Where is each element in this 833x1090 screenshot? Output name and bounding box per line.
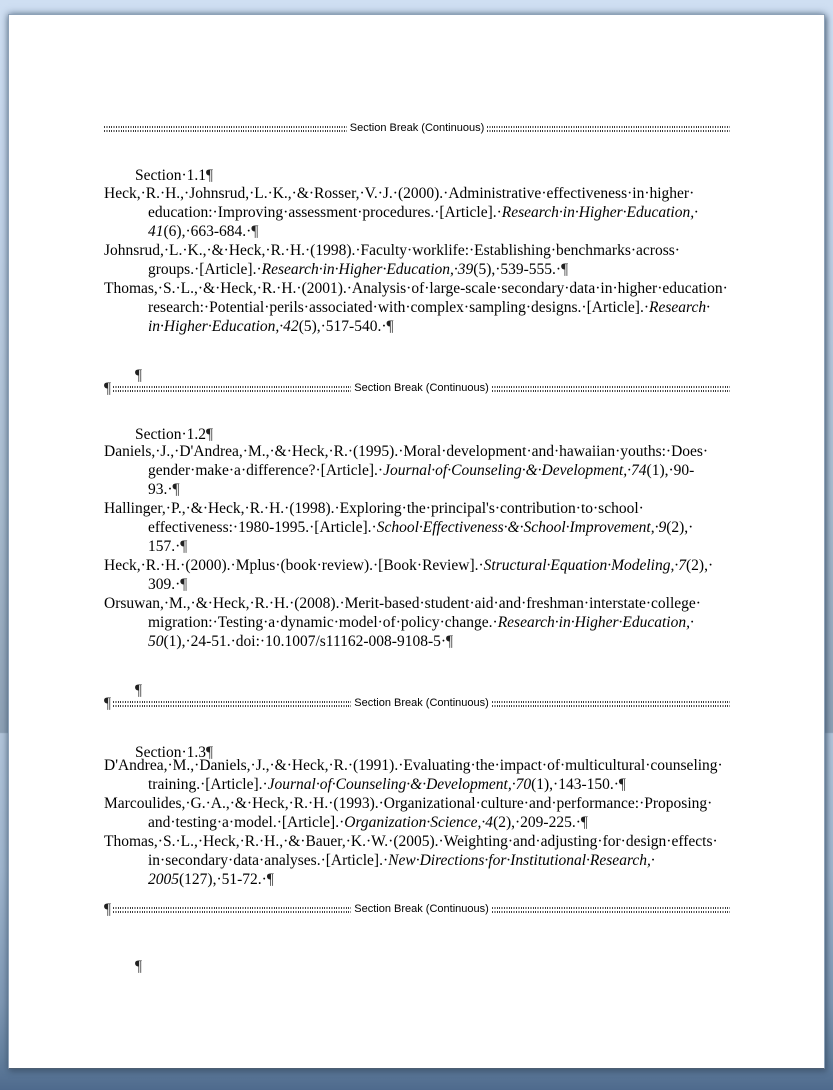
reference-text-italic: 41 [148, 223, 164, 240]
reference-line [104, 613, 730, 632]
reference-text: (1),·90- [646, 462, 695, 479]
pilcrow-mark: ¶ [580, 814, 588, 831]
reference-text-italic: New·Directions·for·Institutional·Research,· [388, 852, 655, 869]
reference-text: (1),·143-150.· [531, 776, 619, 793]
section-break-dotted-line [113, 701, 351, 707]
pilcrow-mark: ¶ [561, 261, 569, 278]
section-break-marker [104, 119, 730, 138]
reference-entry [104, 279, 730, 336]
section-heading-text: Section·1.3 [135, 744, 207, 761]
reference-text: Heck,·R.·H.·(2000).·Mplus·(book·review).·[Book·Review].· [104, 557, 484, 574]
reference-entry [104, 556, 730, 594]
reference-entry [104, 594, 730, 651]
reference-line [104, 870, 730, 889]
reference-line [104, 222, 730, 241]
reference-line [104, 632, 730, 651]
reference-line [104, 756, 730, 775]
reference-line [104, 537, 730, 556]
reference-line [104, 279, 730, 298]
pilcrow-mark: ¶ [104, 379, 112, 397]
section-break-label: Section Break (Continuous) [349, 122, 485, 134]
pilcrow-mark: ¶ [251, 223, 259, 240]
document-content [104, 15, 730, 975]
reference-line [104, 851, 730, 870]
reference-text: Hallinger,·P.,·&·Heck,·R.·H.·(1998).·Exploring·the·principal's·contribution·to·school· [104, 500, 644, 517]
empty-paragraph [104, 938, 730, 975]
reference-text-italic: in·Higher·Education,·42 [148, 318, 299, 335]
reference-text: effectiveness:·1980-1995.·[Article].· [148, 519, 377, 536]
reference-line [104, 480, 730, 499]
reference-line [104, 241, 730, 260]
reference-text: (6),·663-684.· [163, 223, 252, 240]
reference-text: (1),·24-51.·doi:·10.1007/s11162-008-9108-5· [163, 633, 447, 650]
reference-line [104, 813, 730, 832]
pilcrow-mark: ¶ [135, 367, 143, 384]
reference-line [104, 794, 730, 813]
section-break-dotted-line [492, 386, 730, 392]
reference-line [104, 556, 730, 575]
reference-line [104, 775, 730, 794]
reference-text: migration:·Testing·a·dynamic·model·of·policy·change.· [148, 614, 498, 631]
reference-line [104, 832, 730, 851]
reference-text-italic: Journal·of·Counseling·&·Development,·70 [267, 776, 532, 793]
reference-text: gender·make·a·difference?·[Article].· [148, 462, 384, 479]
pilcrow-mark: ¶ [135, 958, 143, 975]
reference-line [104, 260, 730, 279]
pilcrow-mark: ¶ [206, 426, 214, 443]
reference-entry [104, 184, 730, 241]
reference-text: 309.· [148, 576, 181, 593]
section-break-label: Section Break (Continuous) [354, 697, 489, 709]
document-page[interactable] [8, 14, 825, 1069]
pilcrow-mark: ¶ [618, 776, 626, 793]
reference-text-italic: Journal·of·Counseling·&·Development,·74 [383, 462, 647, 479]
pilcrow-mark: ¶ [206, 744, 214, 761]
reference-entry [104, 756, 730, 794]
reference-text: Thomas,·S.·L.,·Heck,·R.·H.,·&·Bauer,·K.·W.·(2005).·Weighting·and·adjusting·for·design·effects· [104, 833, 718, 850]
reference-text: (5),·517-540.· [298, 318, 387, 335]
section-break-dotted-line [492, 907, 730, 913]
reference-text-italic: Research·in·Higher·Education,· [501, 204, 698, 221]
pilcrow-mark: ¶ [386, 318, 394, 335]
reference-text: groups.·[Article].· [148, 261, 262, 278]
reference-line [104, 575, 730, 594]
reference-line [104, 203, 730, 222]
reference-line [104, 317, 730, 336]
pilcrow-mark: ¶ [180, 576, 188, 593]
reference-text: Thomas,·S.·L.,·&·Heck,·R.·H.·(2001).·Analysis·of·large-scale·secondary·data·in·higher·education· [104, 280, 728, 297]
pilcrow-mark: ¶ [104, 694, 112, 712]
pilcrow-mark: ¶ [104, 900, 112, 918]
reference-text: Daniels,·J.,·D'Andrea,·M.,·&·Heck,·R.·(1995).·Moral·development·and·hawaiian·youths:·Does· [104, 443, 709, 460]
pilcrow-mark: ¶ [172, 481, 180, 498]
pilcrow-mark: ¶ [180, 538, 188, 555]
reference-text: (2),·209-225.· [493, 814, 581, 831]
reference-text-italic: Research· [649, 299, 710, 316]
section-break-marker [104, 694, 730, 713]
reference-text: 93.· [148, 481, 173, 498]
pilcrow-mark: ¶ [446, 633, 454, 650]
reference-line [104, 461, 730, 480]
reference-text-italic: Structural·Equation·Modeling,·7 [483, 557, 686, 574]
reference-entry [104, 832, 730, 889]
pilcrow-mark: ¶ [206, 167, 214, 184]
reference-text-italic: Organization·Science,·4 [344, 814, 494, 831]
section-heading [104, 147, 730, 184]
section-heading [104, 724, 730, 761]
section-break-dotted-line [492, 701, 730, 707]
section-break-label: Section Break (Continuous) [354, 382, 489, 394]
reference-text: Johnsrud,·L.·K.,·&·Heck,·R.·H.·(1998).·Faculty·worklife:·Establishing·benchmarks·across· [104, 242, 680, 259]
reference-text: Orsuwan,·M.,·&·Heck,·R.·H.·(2008).·Merit-based·student·aid·and·freshman·interstate·college· [104, 595, 701, 612]
reference-text: education:·Improving·assessment·procedures.·[Article].· [148, 204, 502, 221]
reference-text-italic: School·Effectiveness·&·School·Improvement,·9 [376, 519, 667, 536]
reference-text-italic: Research·in·Higher·Education,·39 [261, 261, 474, 278]
reference-text: (2),· [666, 519, 694, 536]
section-break-label: Section Break (Continuous) [354, 903, 489, 915]
reference-line [104, 298, 730, 317]
section-break-marker [104, 900, 730, 919]
reference-line [104, 518, 730, 537]
reference-text: (127),·51-72.· [179, 871, 267, 888]
reference-text-italic: Research·in·Higher·Education,· [497, 614, 694, 631]
reference-entry [104, 499, 730, 556]
reference-entry [104, 794, 730, 832]
reference-text-italic: 2005 [148, 871, 179, 888]
pilcrow-mark: ¶ [266, 871, 274, 888]
reference-text: (2),· [686, 557, 714, 574]
empty-paragraph [104, 347, 730, 384]
pilcrow-mark: ¶ [135, 682, 143, 699]
reference-line [104, 442, 730, 461]
reference-text: Marcoulides,·G.·A.,·&·Heck,·R.·H.·(1993).·Organizational·culture·and·performance:·Proposing· [104, 795, 713, 812]
reference-text: D'Andrea,·M.,·Daniels,·J.,·&·Heck,·R.·(1991).·Evaluating·the·impact·of·multicultural·counseling· [104, 757, 723, 774]
reference-list [104, 442, 730, 651]
section-heading [104, 406, 730, 443]
section-heading-text: Section·1.1 [135, 167, 207, 184]
section-break-dotted-line [113, 907, 351, 913]
reference-text: and·testing·a·model.·[Article].· [148, 814, 345, 831]
reference-entry [104, 241, 730, 279]
reference-list [104, 756, 730, 889]
reference-text-italic: 50 [148, 633, 164, 650]
section-break-dotted-line [104, 126, 347, 132]
section-heading-text: Section·1.2 [135, 426, 207, 443]
reference-text: in·secondary·data·analyses.·[Article].· [148, 852, 389, 869]
section-break-marker [104, 379, 730, 398]
reference-text: training.·[Article].· [148, 776, 268, 793]
reference-text: 157.· [148, 538, 181, 555]
section-break-dotted-line [113, 386, 351, 392]
reference-text: Heck,·R.·H.,·Johnsrud,·L.·K.,·&·Rosser,·V.·J.·(2000).·Administrative·effectiveness·in·higher· [104, 185, 695, 202]
reference-line [104, 184, 730, 203]
section-break-dotted-line [487, 126, 730, 132]
reference-text: (5),·539-555.· [473, 261, 562, 278]
reference-list [104, 184, 730, 336]
reference-text: research:·Potential·perils·associated·with·complex·sampling·designs.·[Article].· [148, 299, 649, 316]
empty-paragraph [104, 662, 730, 699]
reference-line [104, 594, 730, 613]
reference-entry [104, 442, 730, 499]
reference-line [104, 499, 730, 518]
